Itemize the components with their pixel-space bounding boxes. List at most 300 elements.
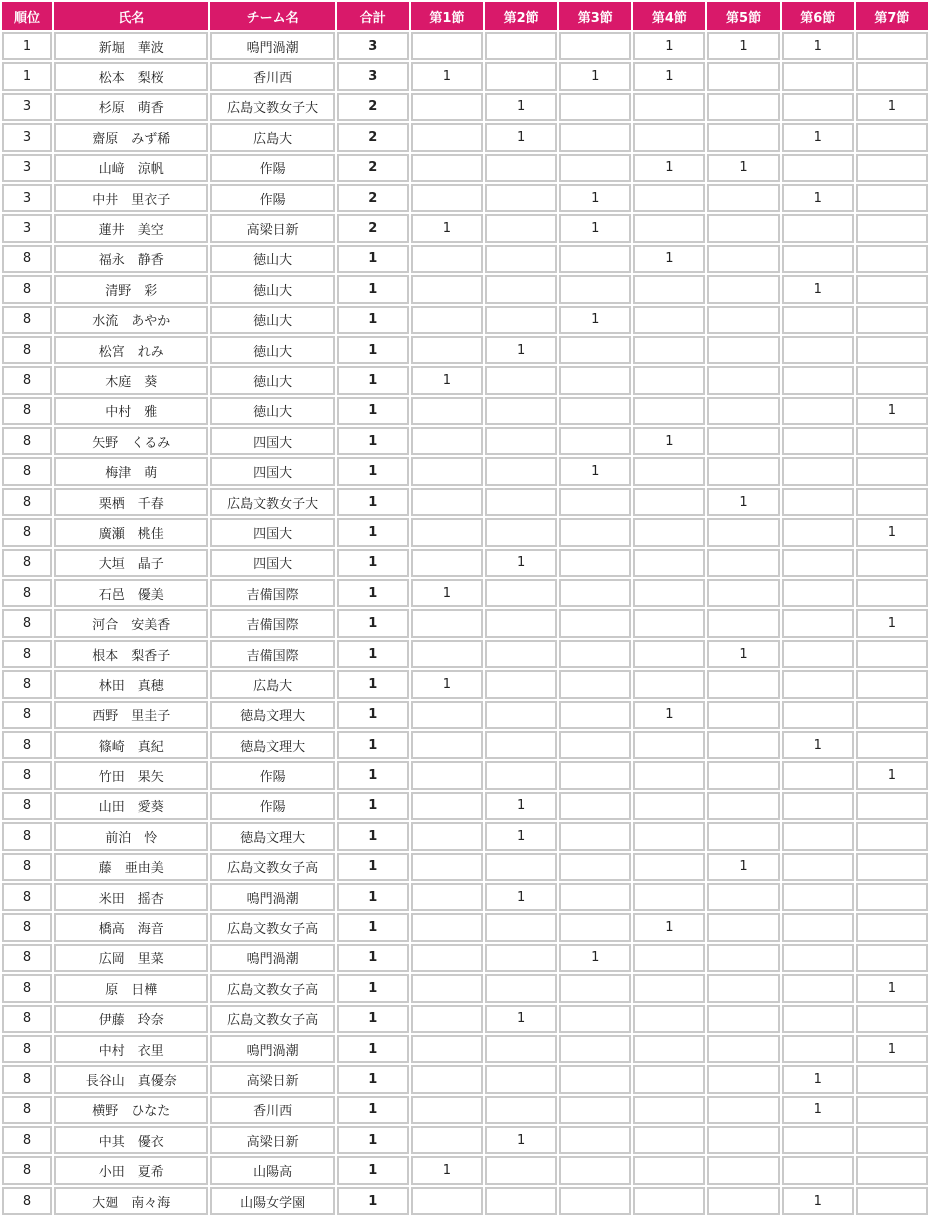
team-cell: 鳴門渦潮 <box>210 883 334 911</box>
section-6-cell: 1 <box>782 1187 854 1215</box>
name-cell: 橋高 海音 <box>54 913 208 941</box>
table-row <box>2 1096 928 1124</box>
table-row <box>2 518 928 546</box>
section-5-cell <box>707 1126 779 1154</box>
total-cell: 3 <box>337 32 409 60</box>
section-5-cell <box>707 1187 779 1215</box>
section-5-cell <box>707 1065 779 1093</box>
section-4-cell <box>633 609 705 637</box>
name-cell: 中其 優衣 <box>54 1126 208 1154</box>
team-cell: 四国大 <box>210 427 334 455</box>
rank-cell: 8 <box>2 731 52 759</box>
rank-cell: 8 <box>2 397 52 425</box>
rank-cell: 8 <box>2 518 52 546</box>
section-6-cell <box>782 853 854 881</box>
total-cell: 1 <box>337 1156 409 1184</box>
section-1-cell: 1 <box>411 366 483 394</box>
section-7-cell <box>856 670 928 698</box>
team-cell: 広島文教女子高 <box>210 853 334 881</box>
name-cell: 齋原 みず稀 <box>54 123 208 151</box>
total-cell: 1 <box>337 366 409 394</box>
section-4-cell <box>633 275 705 303</box>
section-1-cell <box>411 853 483 881</box>
section-2-cell <box>485 518 557 546</box>
name-cell: 原 日樺 <box>54 974 208 1002</box>
section-1-cell <box>411 184 483 212</box>
total-cell: 1 <box>337 1187 409 1215</box>
total-cell: 2 <box>337 214 409 242</box>
section-4-cell <box>633 184 705 212</box>
total-cell: 1 <box>337 275 409 303</box>
table-row <box>2 853 928 881</box>
team-cell: 徳島文理大 <box>210 731 334 759</box>
section-1-cell <box>411 731 483 759</box>
section-5-cell <box>707 306 779 334</box>
section-3-cell <box>559 640 631 668</box>
team-cell: 徳山大 <box>210 306 334 334</box>
section-2-cell <box>485 245 557 273</box>
total-cell: 1 <box>337 579 409 607</box>
section-3-cell <box>559 792 631 820</box>
team-cell: 四国大 <box>210 518 334 546</box>
total-cell: 1 <box>337 853 409 881</box>
name-cell: 伊藤 玲奈 <box>54 1005 208 1033</box>
section-5-cell <box>707 701 779 729</box>
section-3-cell <box>559 670 631 698</box>
team-cell: 広島大 <box>210 123 334 151</box>
section-7-cell <box>856 913 928 941</box>
rank-cell: 8 <box>2 275 52 303</box>
total-cell: 3 <box>337 62 409 90</box>
team-cell: 鳴門渦潮 <box>210 32 334 60</box>
name-cell: 大垣 晶子 <box>54 549 208 577</box>
section-2-cell: 1 <box>485 1005 557 1033</box>
header-sec2: 第2節 <box>485 2 557 30</box>
section-7-cell <box>856 731 928 759</box>
section-7-cell <box>856 427 928 455</box>
section-6-cell <box>782 609 854 637</box>
section-3-cell: 1 <box>559 306 631 334</box>
rank-cell: 8 <box>2 974 52 1002</box>
name-cell: 根本 梨香子 <box>54 640 208 668</box>
section-2-cell: 1 <box>485 792 557 820</box>
section-1-cell <box>411 245 483 273</box>
section-6-cell <box>782 579 854 607</box>
section-4-cell: 1 <box>633 427 705 455</box>
section-6-cell <box>782 1126 854 1154</box>
section-5-cell <box>707 761 779 789</box>
name-cell: 新堀 華波 <box>54 32 208 60</box>
section-4-cell <box>633 1096 705 1124</box>
section-3-cell <box>559 549 631 577</box>
section-7-cell <box>856 579 928 607</box>
name-cell: 水流 あやか <box>54 306 208 334</box>
section-7-cell <box>856 245 928 273</box>
total-cell: 1 <box>337 518 409 546</box>
section-1-cell: 1 <box>411 579 483 607</box>
rank-cell: 8 <box>2 640 52 668</box>
team-cell: 広島文教女子高 <box>210 974 334 1002</box>
section-6-cell <box>782 792 854 820</box>
table-row <box>2 32 928 60</box>
section-6-cell: 1 <box>782 1065 854 1093</box>
rank-cell: 3 <box>2 93 52 121</box>
team-cell: 徳山大 <box>210 245 334 273</box>
section-4-cell <box>633 853 705 881</box>
section-3-cell: 1 <box>559 214 631 242</box>
team-cell: 作陽 <box>210 792 334 820</box>
section-6-cell <box>782 549 854 577</box>
rank-cell: 8 <box>2 1126 52 1154</box>
section-5-cell <box>707 62 779 90</box>
section-2-cell <box>485 853 557 881</box>
section-1-cell <box>411 1126 483 1154</box>
section-5-cell: 1 <box>707 640 779 668</box>
table-row <box>2 731 928 759</box>
team-cell: 広島文教女子高 <box>210 1005 334 1033</box>
section-4-cell <box>633 397 705 425</box>
section-7-cell: 1 <box>856 974 928 1002</box>
section-3-cell <box>559 853 631 881</box>
team-cell: 徳島文理大 <box>210 822 334 850</box>
section-2-cell <box>485 1065 557 1093</box>
section-4-cell <box>633 1035 705 1063</box>
section-5-cell <box>707 883 779 911</box>
team-cell: 吉備国際 <box>210 579 334 607</box>
rank-cell: 8 <box>2 792 52 820</box>
section-6-cell <box>782 1156 854 1184</box>
header-team: チーム名 <box>210 2 334 30</box>
section-1-cell: 1 <box>411 1156 483 1184</box>
section-2-cell <box>485 609 557 637</box>
section-7-cell <box>856 336 928 364</box>
section-1-cell <box>411 1035 483 1063</box>
name-cell: 中村 衣里 <box>54 1035 208 1063</box>
name-cell: 廣瀬 桃佳 <box>54 518 208 546</box>
section-3-cell <box>559 245 631 273</box>
section-4-cell: 1 <box>633 62 705 90</box>
team-cell: 徳山大 <box>210 366 334 394</box>
section-7-cell: 1 <box>856 1035 928 1063</box>
header-name: 氏名 <box>54 2 208 30</box>
section-5-cell <box>707 549 779 577</box>
section-7-cell <box>856 1065 928 1093</box>
section-3-cell <box>559 154 631 182</box>
section-6-cell <box>782 701 854 729</box>
section-5-cell <box>707 1156 779 1184</box>
section-1-cell <box>411 275 483 303</box>
team-cell: 作陽 <box>210 154 334 182</box>
section-3-cell: 1 <box>559 62 631 90</box>
total-cell: 1 <box>337 549 409 577</box>
section-1-cell <box>411 1187 483 1215</box>
rank-cell: 8 <box>2 670 52 698</box>
header-sec7: 第7節 <box>856 2 928 30</box>
name-cell: 石邑 優美 <box>54 579 208 607</box>
table-row <box>2 822 928 850</box>
section-7-cell <box>856 701 928 729</box>
section-5-cell <box>707 792 779 820</box>
rank-cell: 8 <box>2 913 52 941</box>
name-cell: 梅津 萌 <box>54 457 208 485</box>
name-cell: 横野 ひなた <box>54 1096 208 1124</box>
table-row <box>2 944 928 972</box>
rank-cell: 8 <box>2 245 52 273</box>
rank-cell: 1 <box>2 62 52 90</box>
section-5-cell <box>707 366 779 394</box>
section-7-cell <box>856 1005 928 1033</box>
name-cell: 林田 真穂 <box>54 670 208 698</box>
section-2-cell <box>485 761 557 789</box>
team-cell: 香川西 <box>210 62 334 90</box>
table-row <box>2 306 928 334</box>
section-4-cell <box>633 792 705 820</box>
rank-cell: 8 <box>2 701 52 729</box>
section-3-cell <box>559 1187 631 1215</box>
section-6-cell <box>782 518 854 546</box>
rank-cell: 8 <box>2 336 52 364</box>
total-cell: 1 <box>337 974 409 1002</box>
name-cell: 広岡 里菜 <box>54 944 208 972</box>
section-4-cell: 1 <box>633 32 705 60</box>
section-6-cell <box>782 974 854 1002</box>
section-4-cell <box>633 366 705 394</box>
section-7-cell <box>856 457 928 485</box>
rank-cell: 8 <box>2 1096 52 1124</box>
section-3-cell <box>559 518 631 546</box>
section-7-cell <box>856 822 928 850</box>
total-cell: 1 <box>337 397 409 425</box>
section-5-cell <box>707 336 779 364</box>
team-cell: 鳴門渦潮 <box>210 1035 334 1063</box>
section-2-cell <box>485 154 557 182</box>
section-1-cell: 1 <box>411 670 483 698</box>
table-row <box>2 1126 928 1154</box>
section-4-cell <box>633 974 705 1002</box>
section-4-cell <box>633 1187 705 1215</box>
total-cell: 1 <box>337 336 409 364</box>
section-4-cell: 1 <box>633 245 705 273</box>
section-6-cell <box>782 245 854 273</box>
section-4-cell <box>633 93 705 121</box>
total-cell: 1 <box>337 913 409 941</box>
header-rank: 順位 <box>2 2 52 30</box>
section-2-cell <box>485 62 557 90</box>
total-cell: 1 <box>337 457 409 485</box>
name-cell: 矢野 くるみ <box>54 427 208 455</box>
name-cell: 大廻 南々海 <box>54 1187 208 1215</box>
name-cell: 藤 亜由美 <box>54 853 208 881</box>
name-cell: 福永 静香 <box>54 245 208 273</box>
header-sec3: 第3節 <box>559 2 631 30</box>
section-6-cell <box>782 670 854 698</box>
rank-cell: 8 <box>2 427 52 455</box>
team-cell: 高梁日新 <box>210 1126 334 1154</box>
name-cell: 中村 雅 <box>54 397 208 425</box>
section-6-cell <box>782 336 854 364</box>
section-1-cell <box>411 549 483 577</box>
section-5-cell <box>707 609 779 637</box>
section-1-cell <box>411 883 483 911</box>
section-5-cell <box>707 245 779 273</box>
section-2-cell <box>485 974 557 1002</box>
total-cell: 1 <box>337 1126 409 1154</box>
team-cell: 四国大 <box>210 549 334 577</box>
section-6-cell <box>782 822 854 850</box>
name-cell: 中井 里衣子 <box>54 184 208 212</box>
section-4-cell <box>633 123 705 151</box>
team-cell: 高梁日新 <box>210 214 334 242</box>
name-cell: 松宮 れみ <box>54 336 208 364</box>
section-5-cell <box>707 397 779 425</box>
section-2-cell <box>485 670 557 698</box>
section-1-cell <box>411 792 483 820</box>
section-7-cell <box>856 792 928 820</box>
table-row <box>2 701 928 729</box>
section-4-cell <box>633 306 705 334</box>
section-3-cell: 1 <box>559 184 631 212</box>
name-cell: 木庭 葵 <box>54 366 208 394</box>
rank-cell: 8 <box>2 366 52 394</box>
rank-cell: 8 <box>2 822 52 850</box>
section-5-cell <box>707 275 779 303</box>
section-3-cell <box>559 731 631 759</box>
table-row <box>2 883 928 911</box>
rank-cell: 8 <box>2 1156 52 1184</box>
section-6-cell: 1 <box>782 731 854 759</box>
rank-cell: 8 <box>2 1005 52 1033</box>
section-7-cell <box>856 549 928 577</box>
rank-cell: 8 <box>2 549 52 577</box>
total-cell: 1 <box>337 822 409 850</box>
section-5-cell <box>707 1096 779 1124</box>
section-5-cell: 1 <box>707 853 779 881</box>
rank-cell: 1 <box>2 32 52 60</box>
section-5-cell <box>707 944 779 972</box>
rank-cell: 8 <box>2 457 52 485</box>
section-4-cell <box>633 1156 705 1184</box>
section-1-cell <box>411 913 483 941</box>
section-4-cell <box>633 549 705 577</box>
total-cell: 2 <box>337 154 409 182</box>
section-6-cell <box>782 640 854 668</box>
name-cell: 小田 夏希 <box>54 1156 208 1184</box>
section-4-cell <box>633 1065 705 1093</box>
rank-cell: 8 <box>2 488 52 516</box>
section-2-cell <box>485 913 557 941</box>
table-row <box>2 62 928 90</box>
total-cell: 1 <box>337 1005 409 1033</box>
section-7-cell <box>856 1187 928 1215</box>
section-3-cell <box>559 579 631 607</box>
section-2-cell <box>485 1187 557 1215</box>
section-2-cell <box>485 1096 557 1124</box>
rank-cell: 8 <box>2 883 52 911</box>
team-cell: 作陽 <box>210 184 334 212</box>
table-row <box>2 1187 928 1215</box>
section-7-cell <box>856 640 928 668</box>
section-1-cell <box>411 640 483 668</box>
rank-cell: 8 <box>2 1035 52 1063</box>
section-1-cell <box>411 397 483 425</box>
section-4-cell <box>633 488 705 516</box>
section-3-cell <box>559 883 631 911</box>
section-6-cell <box>782 427 854 455</box>
section-3-cell <box>559 701 631 729</box>
total-cell: 1 <box>337 640 409 668</box>
section-4-cell <box>633 579 705 607</box>
section-5-cell <box>707 974 779 1002</box>
section-3-cell: 1 <box>559 457 631 485</box>
section-5-cell <box>707 1005 779 1033</box>
section-3-cell <box>559 1005 631 1033</box>
section-3-cell: 1 <box>559 944 631 972</box>
table-row <box>2 1065 928 1093</box>
section-7-cell <box>856 62 928 90</box>
table-row <box>2 488 928 516</box>
section-6-cell: 1 <box>782 275 854 303</box>
total-cell: 2 <box>337 93 409 121</box>
table-row <box>2 336 928 364</box>
rank-cell: 3 <box>2 154 52 182</box>
section-4-cell <box>633 822 705 850</box>
section-2-cell <box>485 32 557 60</box>
section-6-cell <box>782 883 854 911</box>
table-row <box>2 640 928 668</box>
section-2-cell <box>485 731 557 759</box>
total-cell: 1 <box>337 1035 409 1063</box>
table-row <box>2 549 928 577</box>
rank-cell: 8 <box>2 609 52 637</box>
section-6-cell <box>782 913 854 941</box>
section-3-cell <box>559 822 631 850</box>
total-cell: 1 <box>337 701 409 729</box>
name-cell: 竹田 果矢 <box>54 761 208 789</box>
section-4-cell <box>633 883 705 911</box>
section-2-cell: 1 <box>485 822 557 850</box>
total-cell: 1 <box>337 245 409 273</box>
section-4-cell: 1 <box>633 154 705 182</box>
section-5-cell <box>707 93 779 121</box>
section-2-cell <box>485 944 557 972</box>
section-4-cell <box>633 1126 705 1154</box>
section-2-cell: 1 <box>485 1126 557 1154</box>
section-2-cell <box>485 1035 557 1063</box>
section-7-cell: 1 <box>856 609 928 637</box>
section-4-cell <box>633 214 705 242</box>
section-2-cell: 1 <box>485 883 557 911</box>
team-cell: 吉備国際 <box>210 609 334 637</box>
section-7-cell <box>856 184 928 212</box>
team-cell: 広島文教女子大 <box>210 93 334 121</box>
section-7-cell: 1 <box>856 397 928 425</box>
section-6-cell <box>782 488 854 516</box>
name-cell: 山﨑 涼帆 <box>54 154 208 182</box>
section-5-cell: 1 <box>707 32 779 60</box>
section-6-cell <box>782 366 854 394</box>
section-5-cell <box>707 214 779 242</box>
table-body <box>2 32 928 1215</box>
section-5-cell <box>707 184 779 212</box>
section-1-cell <box>411 609 483 637</box>
rank-cell: 3 <box>2 214 52 242</box>
total-cell: 1 <box>337 306 409 334</box>
total-cell: 1 <box>337 488 409 516</box>
table-row <box>2 154 928 182</box>
section-6-cell <box>782 1035 854 1063</box>
section-4-cell <box>633 518 705 546</box>
table-row <box>2 974 928 1002</box>
